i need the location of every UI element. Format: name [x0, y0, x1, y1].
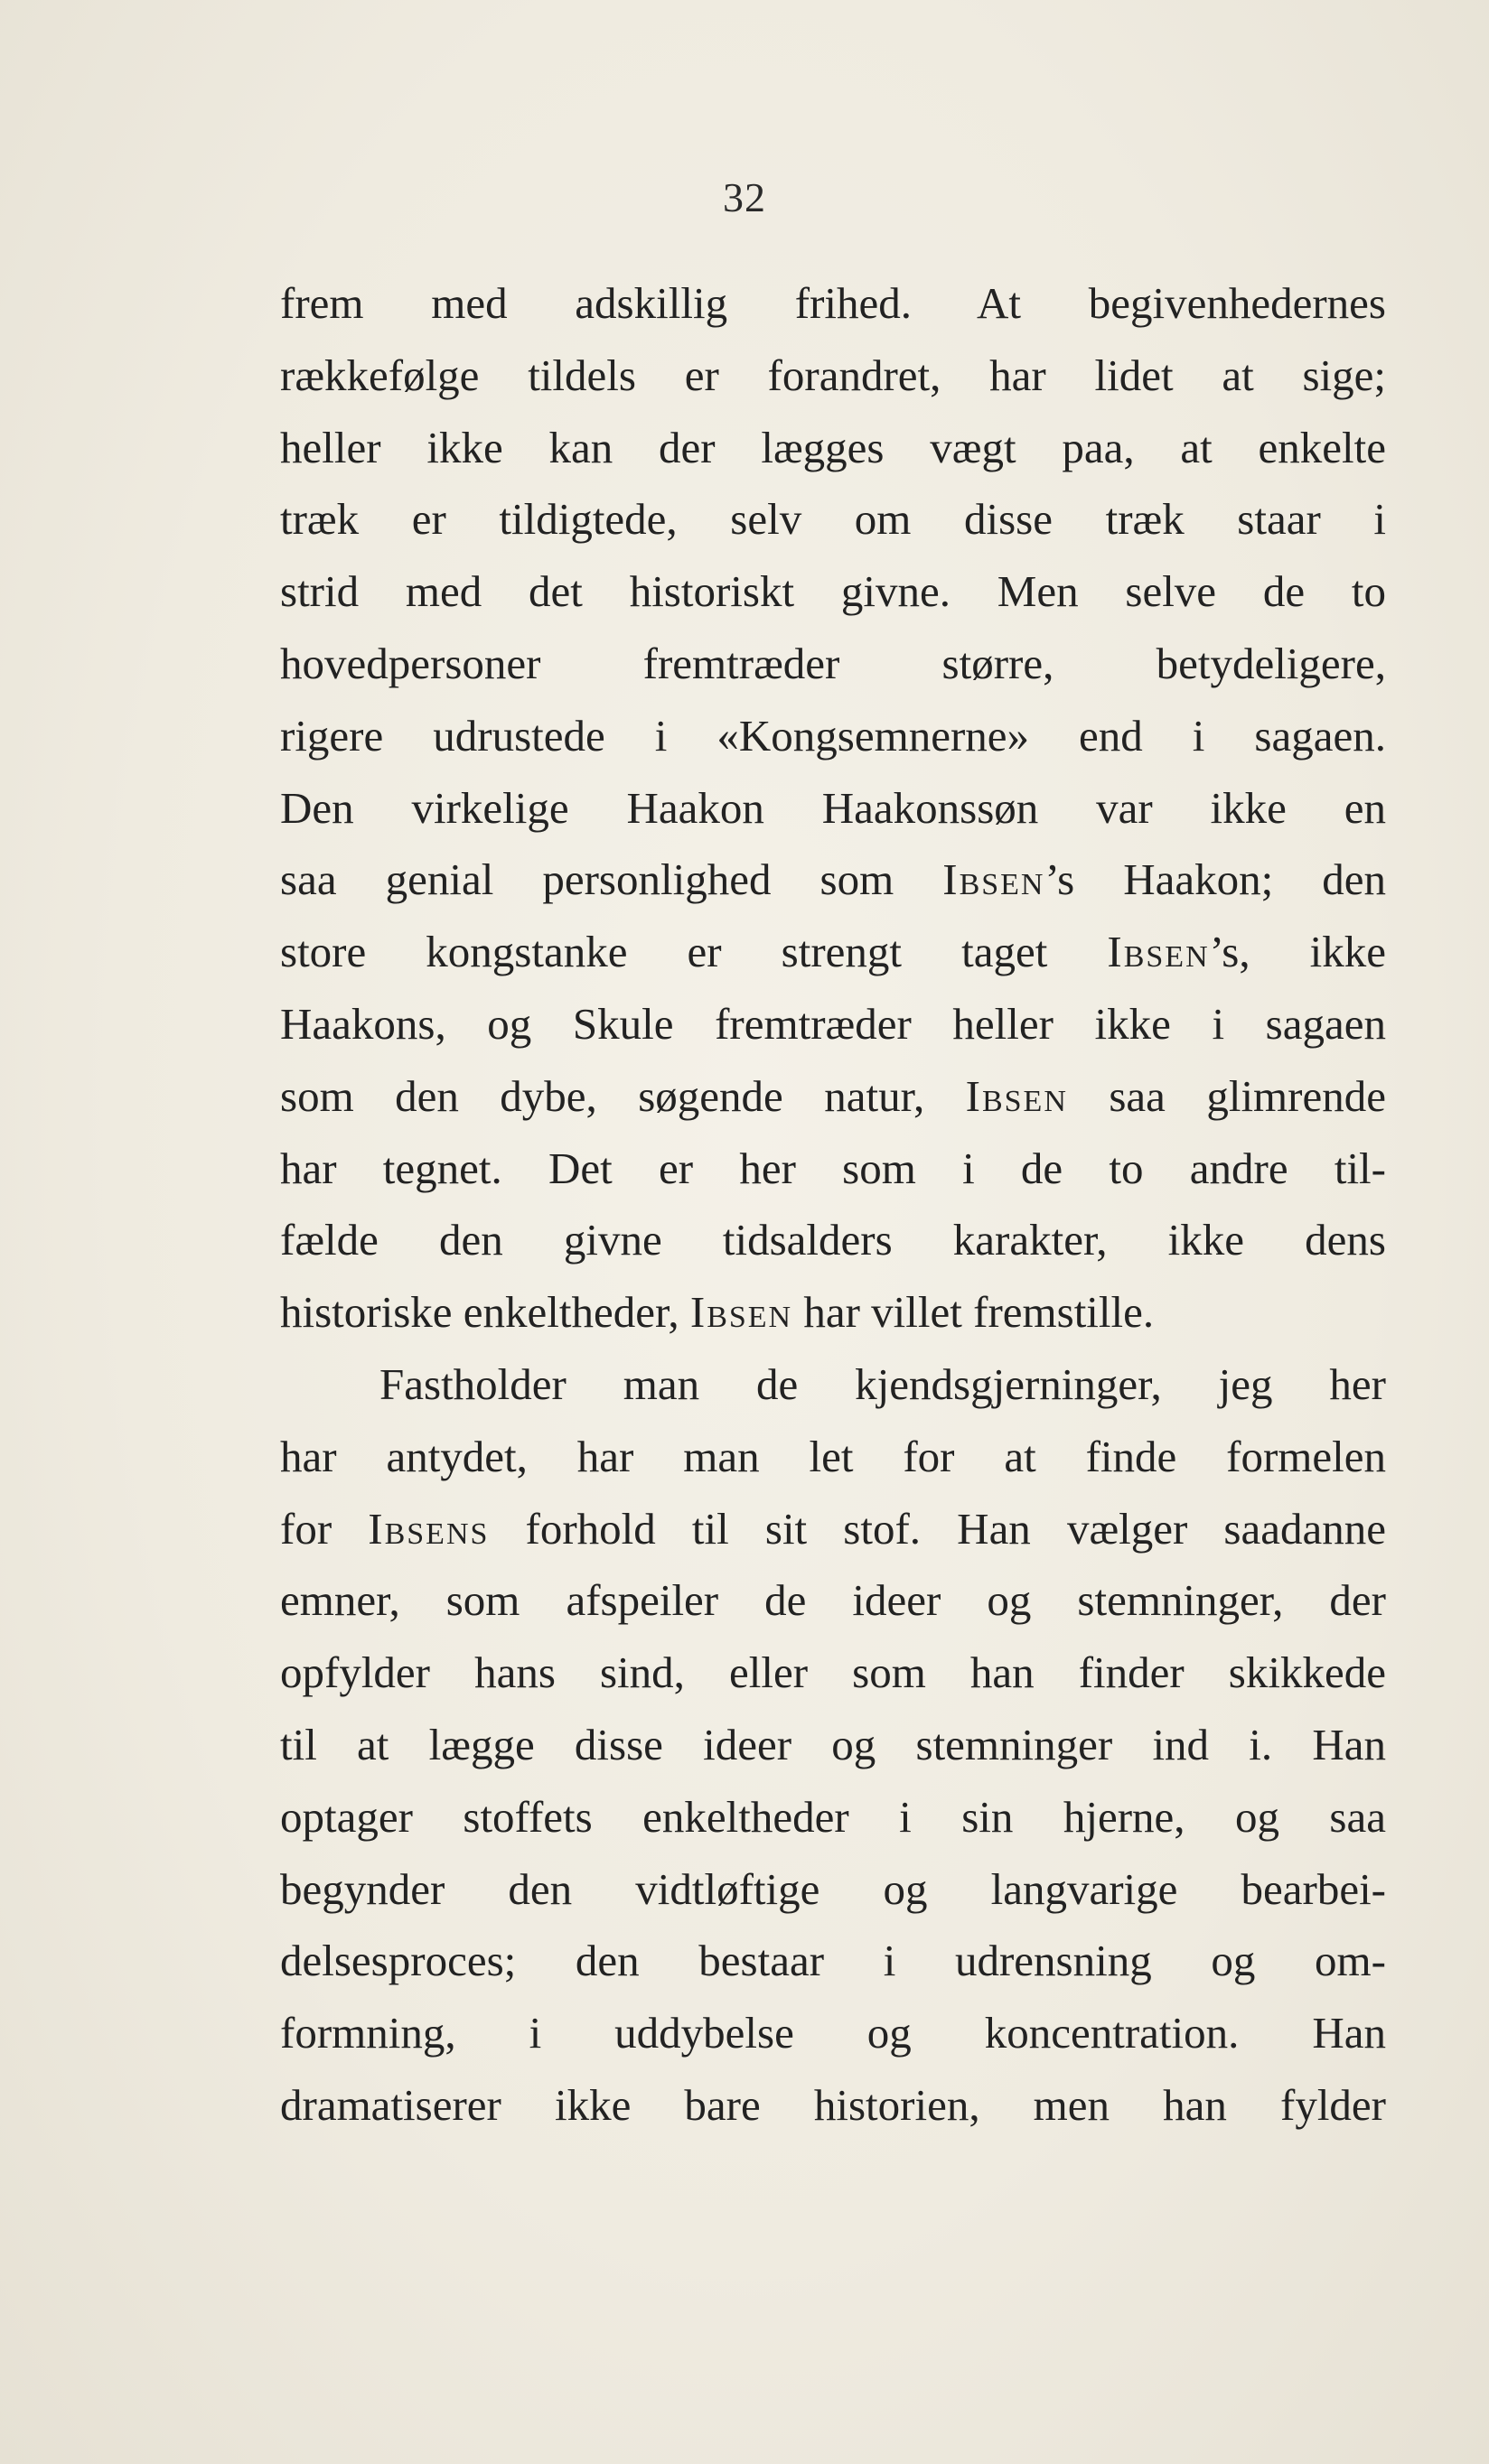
text-segment: optager stoffets enkeltheder i sin hjerne, og saa [280, 1791, 1386, 1842]
text-segment: begynder den vidtløftige og langvarige bearbei- [280, 1863, 1386, 1914]
text-segment: strid med det historiskt givne. Men selve de to [280, 566, 1386, 617]
text-line [280, 1276, 1386, 1349]
text-segment: emner, som afspeiler de ideer og stemninger, der [280, 1575, 1386, 1626]
text-segment: opfylder hans sind, eller som han finder skikkede [280, 1647, 1386, 1698]
text-line [280, 1493, 1386, 1565]
text-segment: forhold til sit stof. Han vælger saadanne [489, 1503, 1386, 1554]
text-segment: træk er tildigtede, selv om disse træk staar i [280, 494, 1386, 545]
text-line [280, 1204, 1386, 1276]
text-segment: for [280, 1503, 369, 1554]
text-segment: rækkefølge tildels er forandret, har lidet at sige; [280, 350, 1386, 400]
author-name-smallcaps: Ibsens [368, 1503, 490, 1554]
text-segment: dramatiserer ikke bare historien, men han fylder [280, 2079, 1386, 2130]
text-segment: heller ikke kan der lægges vægt paa, at enkelte [280, 422, 1386, 472]
text-segment: Fastholder man de kjendsgjerninger, jeg her [379, 1358, 1386, 1409]
text-line [280, 1997, 1386, 2069]
text-segment: som den dybe, søgende natur, [280, 1070, 966, 1121]
body-text [280, 267, 1386, 2142]
text-line [280, 267, 1386, 340]
text-line [280, 1853, 1386, 1926]
text-line [280, 412, 1386, 484]
text-segment: historiske enkeltheder, [280, 1287, 690, 1338]
text-segment: frem med adskillig frihed. At begivenhedernes [280, 278, 1386, 328]
text-segment: ’s Haakon; den [1044, 854, 1386, 905]
text-segment: ’s, ikke [1209, 927, 1386, 977]
text-line [280, 1781, 1386, 1853]
author-name-smallcaps: Ibsen [965, 1070, 1068, 1121]
text-segment: delsesproces; den bestaar i udrensning og om- [280, 1936, 1386, 1986]
text-segment: har antydet, har man let for at finde formelen [280, 1431, 1386, 1481]
text-line [280, 483, 1386, 555]
text-line [280, 1709, 1386, 1781]
text-line [280, 1925, 1386, 1997]
text-line [280, 700, 1386, 772]
text-line [280, 1564, 1386, 1637]
text-line [280, 1349, 1386, 1421]
text-line [280, 340, 1386, 412]
text-line [280, 1637, 1386, 1709]
author-name-smallcaps: Ibsen [1107, 927, 1210, 977]
text-segment: Haakons, og Skule fremtræder heller ikke i sagaen [280, 998, 1386, 1049]
text-segment: har tegnet. Det er her som i de to andre til- [280, 1143, 1386, 1193]
text-line [280, 1421, 1386, 1493]
text-line [280, 555, 1386, 628]
text-line [280, 2069, 1386, 2142]
text-segment: formning, i uddybelse og koncentration. Han [280, 2008, 1386, 2058]
text-line [280, 772, 1386, 845]
page-number: 32 [723, 174, 766, 220]
text-line [280, 844, 1386, 916]
text-segment: Den virkelige Haakon Haakonssøn var ikke en [280, 782, 1386, 833]
text-segment: store kongstanke er strengt taget [280, 927, 1108, 977]
text-segment: hovedpersoner fremtræder større, betydeligere, [280, 638, 1386, 688]
text-line [280, 916, 1386, 988]
text-line [280, 628, 1386, 700]
text-segment: saa glimrende [1067, 1070, 1386, 1121]
text-segment: saa genial personlighed som [280, 854, 943, 905]
text-line [280, 1060, 1386, 1133]
text-segment: har villet fremstille. [792, 1287, 1155, 1338]
text-segment: rigere udrustede i «Kongsemnerne» end i sagaen. [280, 710, 1386, 761]
author-name-smallcaps: Ibsen [942, 854, 1045, 905]
text-segment: fælde den givne tidsalders karakter, ikke dens [280, 1215, 1386, 1265]
text-line [280, 1133, 1386, 1205]
text-line [280, 988, 1386, 1060]
text-segment: til at lægge disse ideer og stemninger ind i. Han [280, 1719, 1386, 1769]
author-name-smallcaps: Ibsen [689, 1287, 793, 1338]
